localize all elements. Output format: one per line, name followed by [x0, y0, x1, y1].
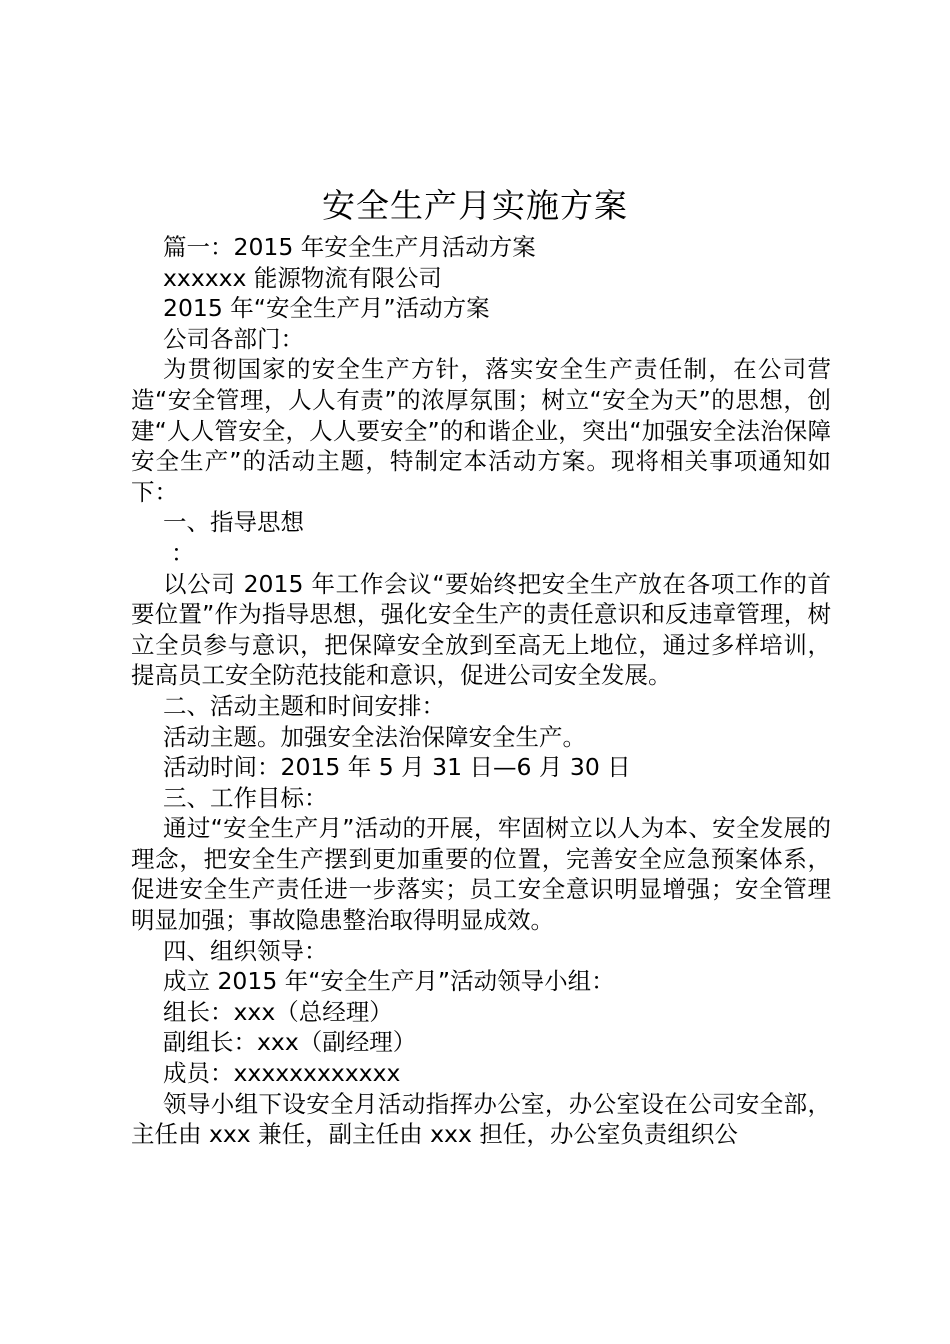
paragraph-plan-title: 2015 年“安全生产月”活动方案	[163, 294, 490, 323]
section-heading-theme-schedule: 二、活动主题和时间安排：	[163, 691, 445, 720]
document-body	[131, 232, 831, 1150]
paragraph-colon: ：	[171, 538, 195, 567]
paragraph-part-one-heading: 篇一：2015 年安全生产月活动方案	[163, 233, 536, 261]
section-heading-organization: 四、组织领导：	[163, 936, 328, 965]
paragraph-recipients: 公司各部门：	[163, 324, 304, 353]
section-heading-guiding-ideology: 一、指导思想	[163, 508, 304, 537]
paragraph-deputy-leader: 副组长：xxx（副经理）	[163, 1028, 417, 1057]
paragraph-activity-time: 活动时间：2015 年 5 月 31 日—6 月 30 日	[163, 753, 631, 782]
paragraph-office: 领导小组下设安全月活动指挥办公室，办公室设在公司安全部，主任由 xxx 兼任，副主任由 xxx 担任，办公室负责组织公	[131, 1089, 831, 1149]
paragraph-members: 成员：xxxxxxxxxxxx	[163, 1059, 401, 1088]
section-heading-work-goals: 三、工作目标：	[163, 783, 328, 812]
paragraph-guiding-ideology: 以公司 2015 年工作会议“要始终把安全生产放在各项工作的首要位置”作为指导思想，强化安全生产的责任意识和反违章管理，树立全员参与意识，把保障安全放到至高无上地位，通过多样培训，提高员工安全防范技能和意识，促进公司安全发展。	[131, 569, 831, 690]
paragraph-activity-theme: 活动主题。加强安全法治保障安全生产。	[163, 722, 586, 751]
paragraph-company-name: xxxxxx 能源物流有限公司	[163, 263, 442, 292]
paragraph-leading-group: 成立 2015 年“安全生产月”活动领导小组：	[163, 967, 615, 996]
paragraph-group-leader: 组长：xxx（总经理）	[163, 997, 393, 1026]
paragraph-introduction: 为贯彻国家的安全生产方针，落实安全生产责任制，在公司营造“安全管理，人人有责”的浓厚氛围；树立“安全为天”的思想，创建“人人管安全，人人要安全”的和谐企业，突出“加强安全法治保障安全生产”的活动主题，特制定本活动方案。现将相关事项通知如下：	[131, 355, 831, 506]
paragraph-work-goals: 通过“安全生产月”活动的开展，牢固树立以人为本、安全发展的理念，把安全生产摆到更加重要的位置，完善安全应急预案体系，促进安全生产责任进一步落实；员工安全意识明显增强；安全管理明显加强；事故隐患整治取得明显成效。	[131, 814, 831, 935]
document-title: 安全生产月实施方案	[322, 186, 628, 225]
